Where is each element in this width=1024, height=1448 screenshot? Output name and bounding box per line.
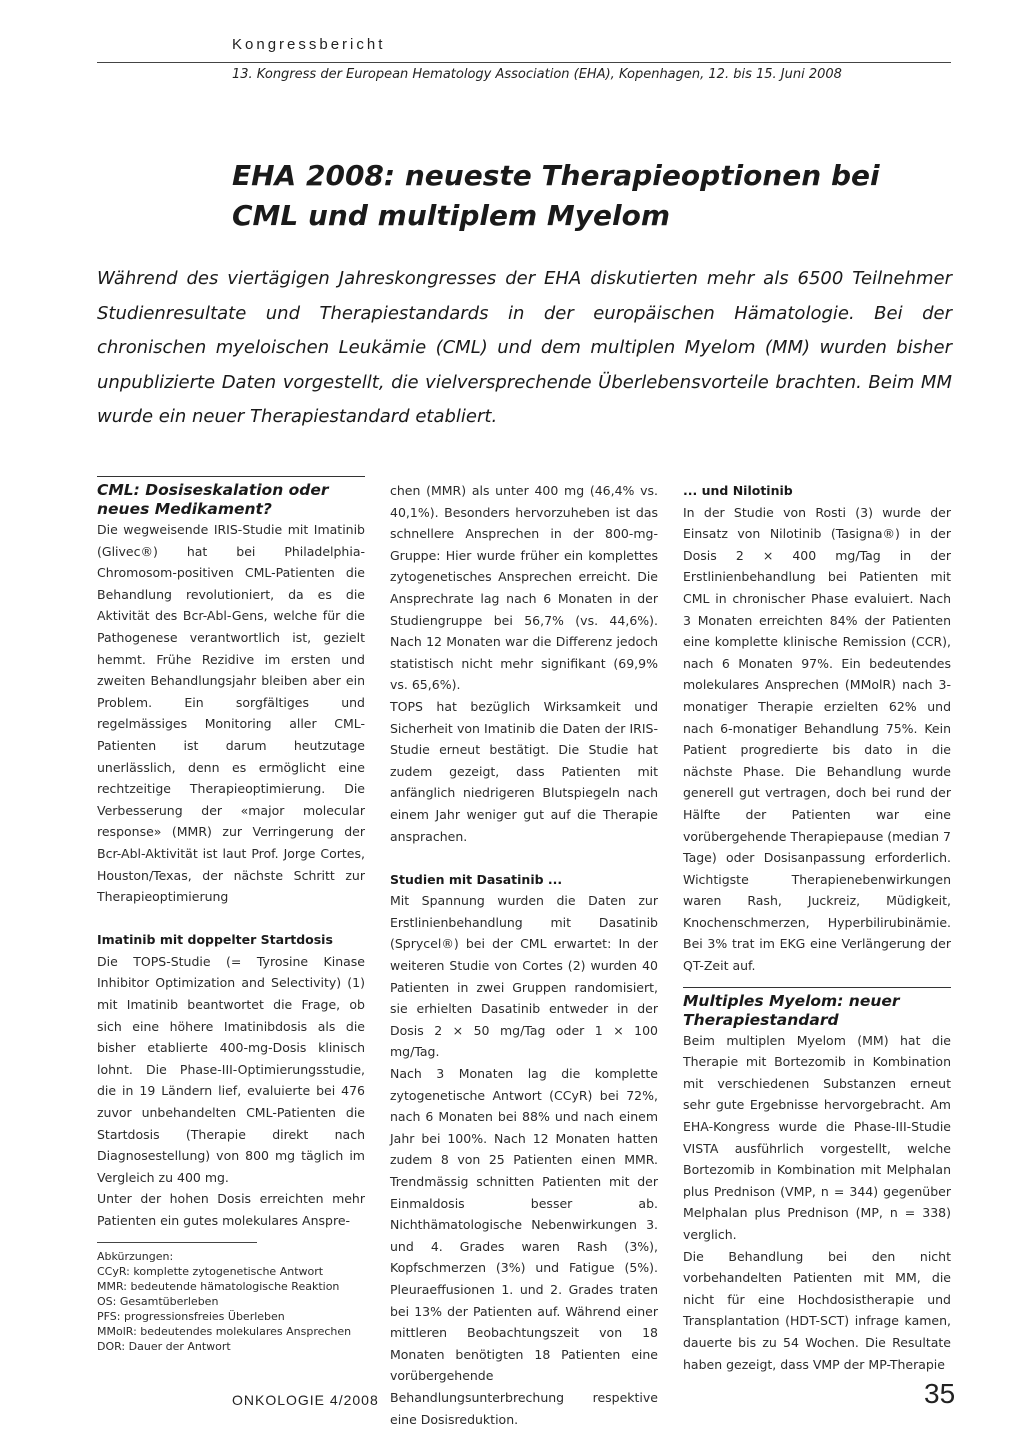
paragraph: Unter der hohen Dosis erreichten mehr Patienten ein gutes molekulares Anspre- [97,1191,365,1228]
footnote-item: CCyR: komplette zytogenetische Antwort [97,1265,324,1278]
section-rule [683,987,951,988]
journal-issue: ONKOLOGIE 4/2008 [232,1392,379,1408]
footnote-item: DOR: Dauer der Antwort [97,1340,231,1353]
page-number: 35 [924,1378,956,1409]
footnote-item: MMR: bedeutende hämatologische Reaktion [97,1280,340,1293]
article-lead: Während des viertägigen Jahreskongresses der EHA diskutierten mehr als 6500 Teilnehmer Studienresultate und Therapiestandards in der europäischen Hämatologie. Bei der chronischen myeloischen Leukämie (CML) und dem multiplen Myelom (MM) wurden bisher unpublizierte Daten vorgestellt, die vielversprechende Überlebensvorteile brachten. Beim MM wurde ein neuer Therapiestandard etabliert. [97,268,952,427]
column-1 [97,476,365,1232]
column-3 [683,480,951,1375]
column-2 [390,480,658,1430]
footnote-item: PFS: progressionsfreies Überleben [97,1310,285,1323]
paragraph: Beim multiplen Myelom (MM) hat die Therapie mit Bortezomib in Kombination mit verschiedenen Substanzen erneut sehr gute Ergebnisse hervorgebracht. Am EHA-Kongress wurde die Phase-III-Studie VISTA ausführlich vorgestellt, welche Bortezomib in Kombination mit Melphalan plus Prednison (VMP, n = 344) gegenüber Melphalan plus Prednison (MP, n = 338) verglich. [683,1032,951,1242]
footnote-title: Abkürzungen: [97,1250,174,1263]
abbreviations-footnote [97,1242,377,1354]
paragraph: Die wegweisende IRIS-Studie mit Imatinib (Glivec®) hat bei Philadelphia-Chromosom-positiven CML-Patienten die Behandlung revolutioniert, da es die Aktivität des Bcr-Abl-Gens, welche für die Pathogenese verantwortlich ist, gezielt hemmt. Frühe Rezidive im ersten und zweiten Behandlungsjahr bleiben aber ein Problem. Ein sorgfältiges und regelmässiges Monitoring aller CML-Patienten ist darum heutzutage unerlässlich, denn es ermöglicht eine rechtzeitige Therapieoptimierung. Die Verbesserung der «major molecular response» (MMR) zur Verringerung der Bcr-Abl-Aktivität ist laut Prof. Jorge Cortes, Houston/Texas, der nächste Schritt zur Therapieoptimierung [97,522,365,905]
subheading-nilotinib: ... und Nilotinib [683,483,793,498]
header-divider [97,62,951,63]
paragraph: TOPS hat bezüglich Wirksamkeit und Sicherheit von Imatinib die Daten der IRIS-Studie erneut bestätigt. Die Studie hat zudem gezeigt, dass Patienten mit anfänglich niedrigeren Blutspiegeln nach einem Jahr weniger gut auf die Therapie ansprachen. [390,698,658,844]
section-kicker: Kongressbericht [232,36,386,53]
section-heading-myelom: Multiples Myelom: neuer Therapiestandard [683,991,900,1029]
congress-info: 13. Kongress der European Hematology Association (EHA), Kopenhagen, 12. bis 15. Juni 2008 [232,67,842,82]
subheading-imatinib: Imatinib mit doppelter Startdosis [97,932,333,948]
article-title: EHA 2008: neueste Therapieoptionen bei CML und multiplem Myelom [232,159,880,232]
paragraph: Die TOPS-Studie (= Tyrosine Kinase Inhibitor Optimization and Selectivity) (1) mit Imatinib beantwortet die Frage, ob sich eine höhere Imatinibdosis als die bisher etablierte 400-mg-Dosis klinisch lohnt. Die Phase-III-Optimierungsstudie, die in 19 Ländern lief, evaluierte bei 476 zuvor unbehandelten CML-Patienten die Startdosis (Therapie direkt nach Diagnosestellung) von 800 mg täglich im Vergleich zu 400 mg. [97,953,365,1185]
section-heading-cml: CML: Dosiseskalation oder neues Medikament? [97,481,329,518]
paragraph: In der Studie von Rosti (3) wurde der Einsatz von Nilotinib (Tasigna®) in der Dosis 2 × 400 mg/Tag in der Erstlinienbehandlung bei Patienten mit CML in chronischer Phase evaluiert. Nach 3 Monaten erreichten 84% der Patienten eine komplette klinische Remission (CCR), nach 6 Monaten 97%. Ein bedeutendes molekulares Ansprechen (MMolR) nach 3-monatiger Therapie erzielten 62% und nach 6-monatiger Behandlung 75%. Kein Patient progredierte bis dato in die nächste Phase. Die Behandlung wurde generell gut vertragen, doch bei rund der Hälfte der Patienten war eine vorübergehende Therapiepause (median 7 Tage) oder Dosisanpassung erforderlich. Wichtigste Therapienebenwirkungen waren Rash, Juckreiz, Müdigkeit, Knochenschmerzen, Hyperbilirubinämie. Bei 3% trat im EKG eine Verlängerung der QT-Zeit auf. [683,504,951,974]
section-rule [97,476,365,477]
footnote-rule [97,1242,257,1243]
paragraph: Die Behandlung bei den nicht vorbehandelten Patienten mit MM, die nicht für eine Hochdosistherapie und Transplantation (HDT-SCT) infrage kamen, dauerte bis zu 54 Wochen. Die Resultate haben gezeigt, dass VMP der MP-Therapie [683,1248,951,1372]
footnote-item: OS: Gesamtüberleben [97,1295,219,1308]
paragraph: chen (MMR) als unter 400 mg (46,4% vs. 40,1%). Besonders hervorzuheben ist das schnellere Ansprechen in der 800-mg-Gruppe: Hier wurde früher ein komplettes zytogenetisches Ansprechen erreicht. Die Ansprechrate lag nach 6 Monaten in der Studiengruppe bei 56,7% (vs. 44,6%). Nach 12 Monaten war die Differenz jedoch statistisch nicht mehr signifikant (69,9% vs. 65,6%). [390,483,658,693]
footnote-item: MMolR: bedeutendes molekulares Ansprechen [97,1325,352,1338]
paragraph: Mit Spannung wurden die Daten zur Erstlinienbehandlung mit Dasatinib (Sprycel®) bei der CML erwartet: In der weiteren Studie von Cortes (2) wurden 40 Patienten in zwei Gruppen randomisiert, sie erhielten Dasatinib entweder in der Dosis 2 × 50 mg/Tag oder 1 × 100 mg/Tag. [390,893,658,1060]
subheading-dasatinib: Studien mit Dasatinib ... [390,871,563,887]
paragraph: Nach 3 Monaten lag die komplette zytogenetische Antwort (CCyR) bei 72%, nach 6 Monaten bei 88% und nach einem Jahr bei 100%. Nach 12 Monaten hatten zudem 8 von 25 Patienten einen MMR. Trendmässig schnitten Patienten mit der Einmaldosis besser ab. Nichthämatologische Nebenwirkungen 3. und 4. Grades waren Rash (3%), Kopfschmerzen (3%) und Fatigue (5%). Pleuraeffusionen 1. und 2. Grades traten bei 13% der Patienten auf. Während einer mittleren Beobachtungszeit von 18 Monaten benötigten 18 Patienten eine vorübergehende Behandlungsunterbrechung respektive eine Dosisreduktion. [390,1066,658,1427]
